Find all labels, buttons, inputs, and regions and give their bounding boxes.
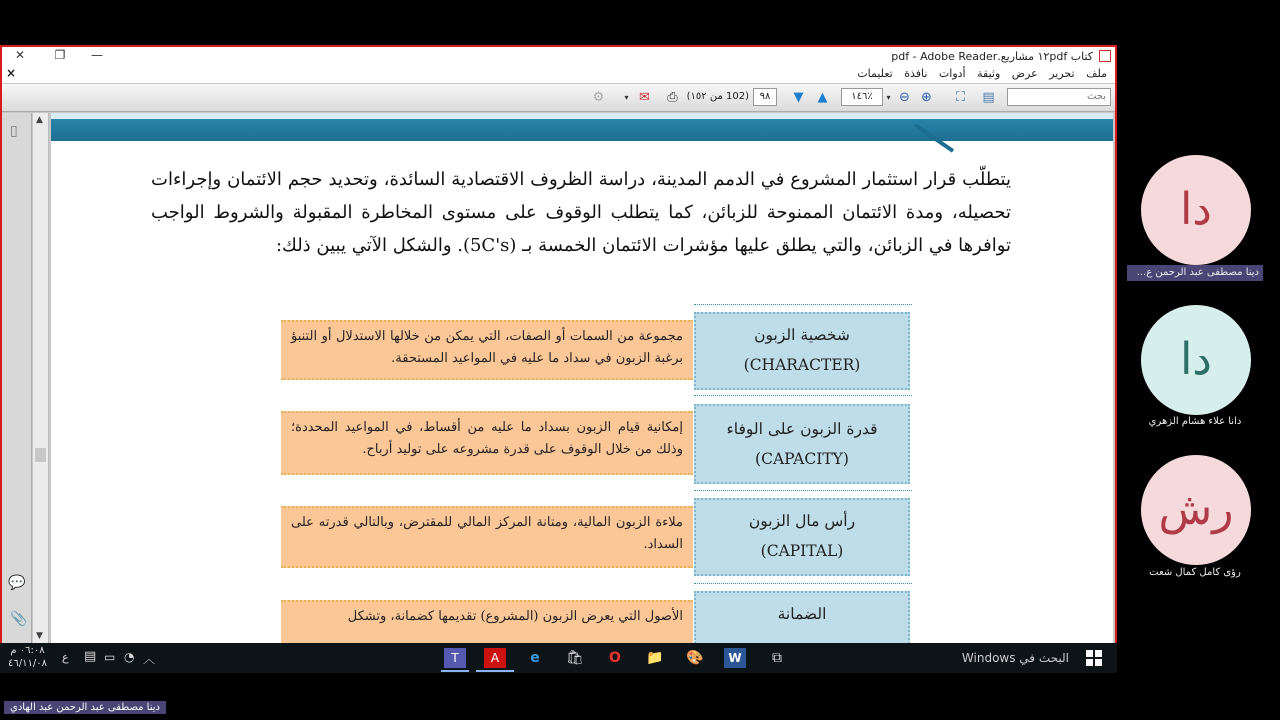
active-app-indicator [476,670,514,672]
row-connector [694,490,912,492]
toolbar [2,84,1115,112]
menu-edit[interactable]: تحرير [1049,67,1075,80]
zoom-dropdown-icon[interactable]: ▾ [886,93,891,102]
row-connector [694,583,912,585]
participant-avatar [1141,155,1251,265]
intro-paragraph: يتطلّب قرار استثمار المشروع في الدمم المدينة، دراسة الظروف الاقتصادية السائدة، وتحديد حجم الائتمان وإجراءات تحصيله، ومدة الائتمان الممنوحة للزبائن، كما يتطلب الوقوف على مستوى المخاطرة المقبولة والشروط الواجب توافرها في الزبائن، والتي يطلق عليها مؤشرات الائتمان الخمسة بـ (5C's). والشكل الآتي يبين ذلك: [151,169,1011,256]
row-description: الأصول التي يعرض الزبون (المشروع) تقديمها كضمانة، وتشكل [281,600,693,645]
acrobat-icon[interactable]: A [484,648,506,668]
vertical-scrollbar[interactable] [33,113,49,645]
label-english: (CAPITAL) [760,542,844,560]
teams-icon[interactable]: T [444,648,466,668]
share-dropdown-icon[interactable]: ▾ [624,93,629,102]
label-arabic: الضمانة [777,605,827,623]
restore-icon[interactable]: ❐ [54,48,66,62]
store-icon[interactable]: 🛍 [566,650,584,666]
zoom-out-icon[interactable]: ⊖ [899,90,910,105]
comments-icon[interactable]: 💬 [8,575,26,591]
pdf-page [51,113,1113,645]
adobe-reader-window [0,45,1117,645]
menu-tools[interactable]: أدوات [938,67,966,80]
fit-page-icon[interactable]: ⛶ [955,90,966,105]
row-description: إمكانية قيام الزبون بسداد ما عليه من أقساط، في المواعيد المحددة؛ وذلك من خلال الوقوف على قدرة مشروعه على توليد أرباح. [281,411,693,475]
page-count: (102 من ١٥٢) [686,91,749,102]
show-hidden-icons[interactable]: ︿ [143,652,156,666]
email-pdf-icon[interactable]: ✉ [639,90,650,105]
wifi-icon[interactable]: ◔ [124,650,135,664]
label-arabic: رأس مال الزبون [748,512,856,530]
battery-icon[interactable]: ▭ [104,650,116,664]
navigation-panel [2,113,32,645]
label-arabic: شخصية الزبون [754,326,850,344]
print-page-icon[interactable]: ▤ [982,90,995,105]
menu-help[interactable]: تعليمات [857,67,893,80]
label-english: (CAPACITY) [755,450,849,468]
active-app-indicator [441,670,469,672]
paint-icon[interactable]: 🎨 [686,650,704,666]
clock-time: ٠٦:٠٨ م [10,645,45,656]
zoom-in-icon[interactable]: ⊕ [921,90,932,105]
notification-icon[interactable]: ▤ [84,649,97,664]
menu-file[interactable]: ملف [1086,67,1107,80]
label-arabic: قدرة الزبون على الوفاء [726,420,878,438]
word-icon[interactable]: W [724,648,746,668]
clock-date: ٤٦/١١/٠٨ [8,658,47,669]
title-bar [2,47,1115,65]
close-icon[interactable]: ✕ [14,48,26,62]
zoom-field[interactable]: ١٤٦٪ [841,88,883,106]
window-title: كتاب ١٢pdf مشاريع.pdf - Adobe Reader [891,50,1093,63]
row-connector [694,395,912,397]
next-page-icon[interactable]: ▼ [793,90,804,105]
file-explorer-icon[interactable]: 📁 [646,650,664,666]
printer-icon[interactable]: ⎙ [667,90,678,105]
menu-document[interactable]: وثيقة [977,67,1001,80]
minimize-icon[interactable]: — [91,48,103,62]
row-label-capacity [694,404,910,484]
participant-avatar [1141,305,1251,415]
edge-icon[interactable]: e [530,650,540,666]
search-input[interactable]: بحث [1007,88,1111,106]
label-english: (CHARACTER) [743,356,861,374]
scroll-down-icon[interactable]: ▼ [36,631,43,641]
presenter-name-label: دينا مصطفى عبد الرحمن عبد الهادي [4,701,166,714]
taskbar-search[interactable]: البحث في Windows [961,651,1069,665]
row-label-character [694,312,910,390]
participant-name: دانا علاء هشام الزهري [1148,416,1242,427]
clock[interactable] [8,644,47,670]
windows-start-icon[interactable] [1086,650,1102,666]
participant-avatar [1141,455,1251,565]
menu-view[interactable]: عرض [1011,67,1038,80]
participant-initials: دا [1180,334,1212,385]
close-document-icon[interactable]: × [6,66,17,80]
row-connector [694,304,912,306]
windows-taskbar [0,643,1117,673]
page-number-field[interactable]: ٩٨ [753,88,777,106]
menu-bar [2,65,1115,83]
scroll-thumb[interactable] [35,448,46,462]
row-description: ملاءة الزبون المالية، ومتانة المركز المالي للمقترض، وبالتالي قدرته على السداد. [281,506,693,568]
menu-window[interactable]: نافذة [904,67,928,80]
collaborate-icon[interactable]: ⚙ [592,90,605,105]
scroll-up-icon[interactable]: ▲ [36,115,43,125]
previous-page-icon[interactable]: ▲ [817,90,828,105]
page-corner-decoration [909,117,959,153]
row-label-collateral [694,591,910,645]
input-language[interactable]: ع [62,651,69,664]
pdf-app-icon [1099,50,1111,62]
participant-initials: دا [1180,184,1212,235]
row-description: مجموعة من السمات أو الصفات، التي يمكن من خلالها الاستدلال أو التنبؤ برغبة الزبون في سداد ما عليه في المواعيد المستحقة. [281,320,693,380]
task-view-icon[interactable]: ⧉ [772,650,782,666]
participant-name: رؤى كامل كمال شعت [1149,567,1241,578]
participant-name: دينا مصطفى عبد الرحمن ع... [1127,265,1263,281]
attachment-icon[interactable]: 📎 [10,611,28,627]
pages-icon[interactable]: ▯ [10,123,18,139]
participant-initials: رش [1158,484,1234,535]
row-label-capital [694,498,910,576]
opera-icon[interactable]: O [609,650,621,666]
